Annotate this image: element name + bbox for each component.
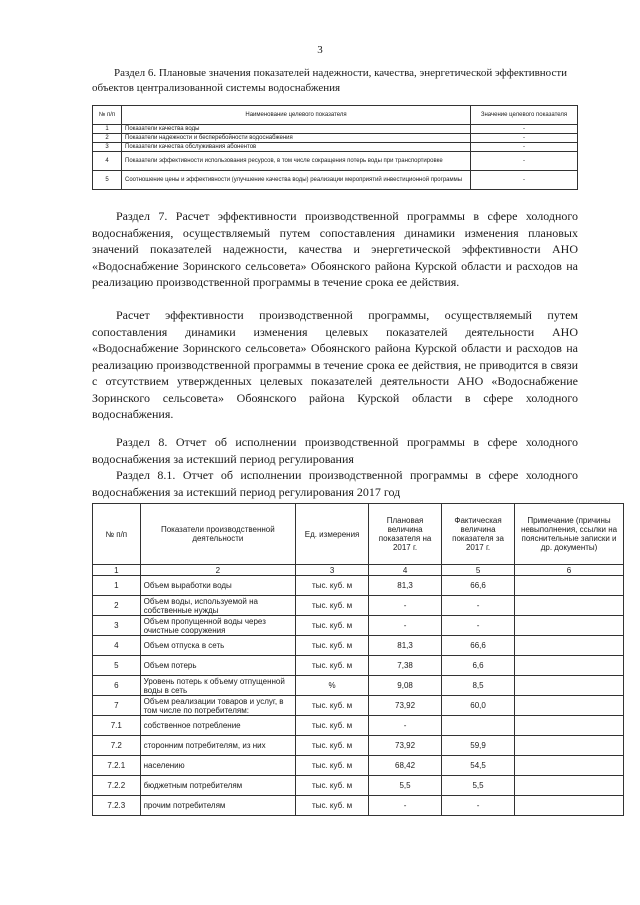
row-indicator: бюджетным потребителям (140, 776, 295, 796)
row-num: 2 (93, 134, 122, 143)
row-num: 5 (93, 171, 122, 190)
row-note (515, 736, 624, 756)
header-value: Значение целевого показателя (471, 106, 578, 125)
row-unit: тыс. куб. м (296, 736, 369, 756)
table-row (93, 636, 624, 656)
table-row (93, 776, 624, 796)
header-indicator: Показатели производственной деятельности (140, 504, 295, 565)
row-plan: 81,3 (369, 576, 442, 596)
row-name: Показатели надежности и бесперебойности водоснабжения (122, 134, 471, 143)
section8-heading: Раздел 8. Отчет об исполнении производственной программы в сфере холодного водоснабжения за истекший период регулирования (92, 435, 578, 466)
row-indicator: населению (140, 756, 295, 776)
row-note (515, 576, 624, 596)
row-note (515, 636, 624, 656)
header-fact: Фактическая величина показателя за 2017 г. (442, 504, 515, 565)
row-num: 5 (93, 656, 141, 676)
row-plan: 68,42 (369, 756, 442, 776)
row-fact (442, 716, 515, 736)
row-indicator: собственное потребление (140, 716, 295, 736)
row-note (515, 756, 624, 776)
row-name: Соотношение цены и эффективности (улучшение качества воды) реализации мероприятий инвестиционной программы (122, 171, 471, 190)
row-plan: 73,92 (369, 696, 442, 716)
column-index: 3 (296, 565, 369, 576)
row-fact: 66,6 (442, 576, 515, 596)
row-unit: тыс. куб. м (296, 716, 369, 736)
row-unit: тыс. куб. м (296, 696, 369, 716)
row-num: 7.2.2 (93, 776, 141, 796)
row-fact: 5,5 (442, 776, 515, 796)
section81-heading: Раздел 8.1. Отчет об исполнении производственной программы в сфере холодного водоснабжения за истекший период регулирования 2017 год (92, 468, 578, 499)
row-value: - (471, 171, 578, 190)
row-value: - (471, 134, 578, 143)
section6-heading: Раздел 6. Плановые значения показателей надежности, качества, энергетической эффективности объектов централизованной системы водоснабжения (92, 67, 568, 94)
row-indicator: Объем реализации товаров и услуг, в том числе по потребителям: (140, 696, 295, 716)
row-num: 7.2 (93, 736, 141, 756)
row-num: 3 (93, 616, 141, 636)
header-plan: Плановая величина показателя на 2017 г. (369, 504, 442, 565)
table-header-row (93, 106, 578, 125)
row-num: 3 (93, 143, 122, 152)
table-row (93, 596, 624, 616)
row-value: - (471, 125, 578, 134)
row-note (515, 676, 624, 696)
row-note (515, 656, 624, 676)
row-note (515, 696, 624, 716)
table-row (93, 696, 624, 716)
section81-table (92, 503, 624, 816)
row-indicator: Объем потерь (140, 656, 295, 676)
column-index: 6 (515, 565, 624, 576)
row-name: Показатели эффективности использования ресурсов, в том числе сокращения потерь воды при транспортировке (122, 152, 471, 171)
row-unit: тыс. куб. м (296, 616, 369, 636)
row-plan: 9,08 (369, 676, 442, 696)
header-num: № п/п (93, 106, 122, 125)
page-number: 3 (317, 44, 323, 56)
row-num: 7.2.3 (93, 796, 141, 816)
row-indicator: Объем выработки воды (140, 576, 295, 596)
row-num: 1 (93, 576, 141, 596)
row-fact: 60,0 (442, 696, 515, 716)
row-fact: 54,5 (442, 756, 515, 776)
row-num: 2 (93, 596, 141, 616)
row-num: 7 (93, 696, 141, 716)
row-num: 6 (93, 676, 141, 696)
row-unit: тыс. куб. м (296, 656, 369, 676)
row-plan: 73,92 (369, 736, 442, 756)
row-note (515, 596, 624, 616)
column-index: 4 (369, 565, 442, 576)
table-row (93, 616, 624, 636)
table-row (93, 143, 578, 152)
column-index: 5 (442, 565, 515, 576)
row-plan: 7,38 (369, 656, 442, 676)
row-fact: - (442, 596, 515, 616)
row-unit: тыс. куб. м (296, 576, 369, 596)
row-fact: 66,6 (442, 636, 515, 656)
column-index-row (93, 565, 624, 576)
row-plan: - (369, 596, 442, 616)
row-num: 4 (93, 152, 122, 171)
row-indicator: сторонним потребителям, из них (140, 736, 295, 756)
row-indicator: Уровень потерь к объему отпущенной воды в сеть (140, 676, 295, 696)
header-num: № п/п (93, 504, 141, 565)
table-row (93, 716, 624, 736)
table-row (93, 796, 624, 816)
row-plan: 5,5 (369, 776, 442, 796)
header-note: Примечание (причины невыполнения, ссылки на пояснительные записки и др. документы) (515, 504, 624, 565)
row-fact: 8,5 (442, 676, 515, 696)
row-indicator: Объем воды, используемой на собственные нужды (140, 596, 295, 616)
row-note (515, 796, 624, 816)
row-value: - (471, 152, 578, 171)
row-indicator: прочим потребителям (140, 796, 295, 816)
header-name: Наименование целевого показателя (122, 106, 471, 125)
table-row (93, 736, 624, 756)
table-row (93, 576, 624, 596)
column-index: 2 (140, 565, 295, 576)
row-num: 7.2.1 (93, 756, 141, 776)
row-unit: тыс. куб. м (296, 796, 369, 816)
row-num: 7.1 (93, 716, 141, 736)
section7-paragraph-2: Расчет эффективности производственной программы, осуществляемый путем сопоставления динамики изменения целевых показателей деятельности АНО «Водоснабжение Зоринского сельсовета» Обоянского района Курской области и расходов на реализацию производственной программы в течение срока ее действия, не приводится в связи с отсутствием утвержденных целевых показателей деятельности АНО «Водоснабжение Зоринского сельсовета» Обоянского района Курской области в сфере холодного водоснабжения. (92, 308, 578, 421)
row-unit: % (296, 676, 369, 696)
row-plan: - (369, 716, 442, 736)
row-note (515, 616, 624, 636)
row-fact: 59,9 (442, 736, 515, 756)
row-fact: - (442, 616, 515, 636)
row-note (515, 776, 624, 796)
table-row (93, 756, 624, 776)
row-plan: - (369, 616, 442, 636)
table-row (93, 676, 624, 696)
row-unit: тыс. куб. м (296, 636, 369, 656)
table-row (93, 171, 578, 190)
row-num: 1 (93, 125, 122, 134)
row-name: Показатели качества воды (122, 125, 471, 134)
column-index: 1 (93, 565, 141, 576)
table-row (93, 656, 624, 676)
row-unit: тыс. куб. м (296, 756, 369, 776)
table-row (93, 134, 578, 143)
table-header-row (93, 504, 624, 565)
row-fact: - (442, 796, 515, 816)
row-unit: тыс. куб. м (296, 596, 369, 616)
table-row (93, 152, 578, 171)
row-indicator: Объем пропущенной воды через очистные сооружения (140, 616, 295, 636)
row-plan: - (369, 796, 442, 816)
header-unit: Ед. измерения (296, 504, 369, 565)
section7-paragraph-1: Раздел 7. Расчет эффективности производственной программы в сфере холодного водоснабжения, осуществляемый путем сопоставления динамики изменения плановых значений показателей надежности, качества и энергетической эффективности АНО «Водоснабжение Зоринского сельсовета» Обоянского района Курской области и расходов на реализацию производственной программы в течение срока ее действия. (92, 209, 578, 289)
row-note (515, 716, 624, 736)
section6-table (92, 105, 578, 190)
row-num: 4 (93, 636, 141, 656)
row-fact: 6,6 (442, 656, 515, 676)
row-value: - (471, 143, 578, 152)
row-plan: 81,3 (369, 636, 442, 656)
row-name: Показатели качества обслуживания абонентов (122, 143, 471, 152)
row-indicator: Объем отпуска в сеть (140, 636, 295, 656)
row-unit: тыс. куб. м (296, 776, 369, 796)
table-row (93, 125, 578, 134)
